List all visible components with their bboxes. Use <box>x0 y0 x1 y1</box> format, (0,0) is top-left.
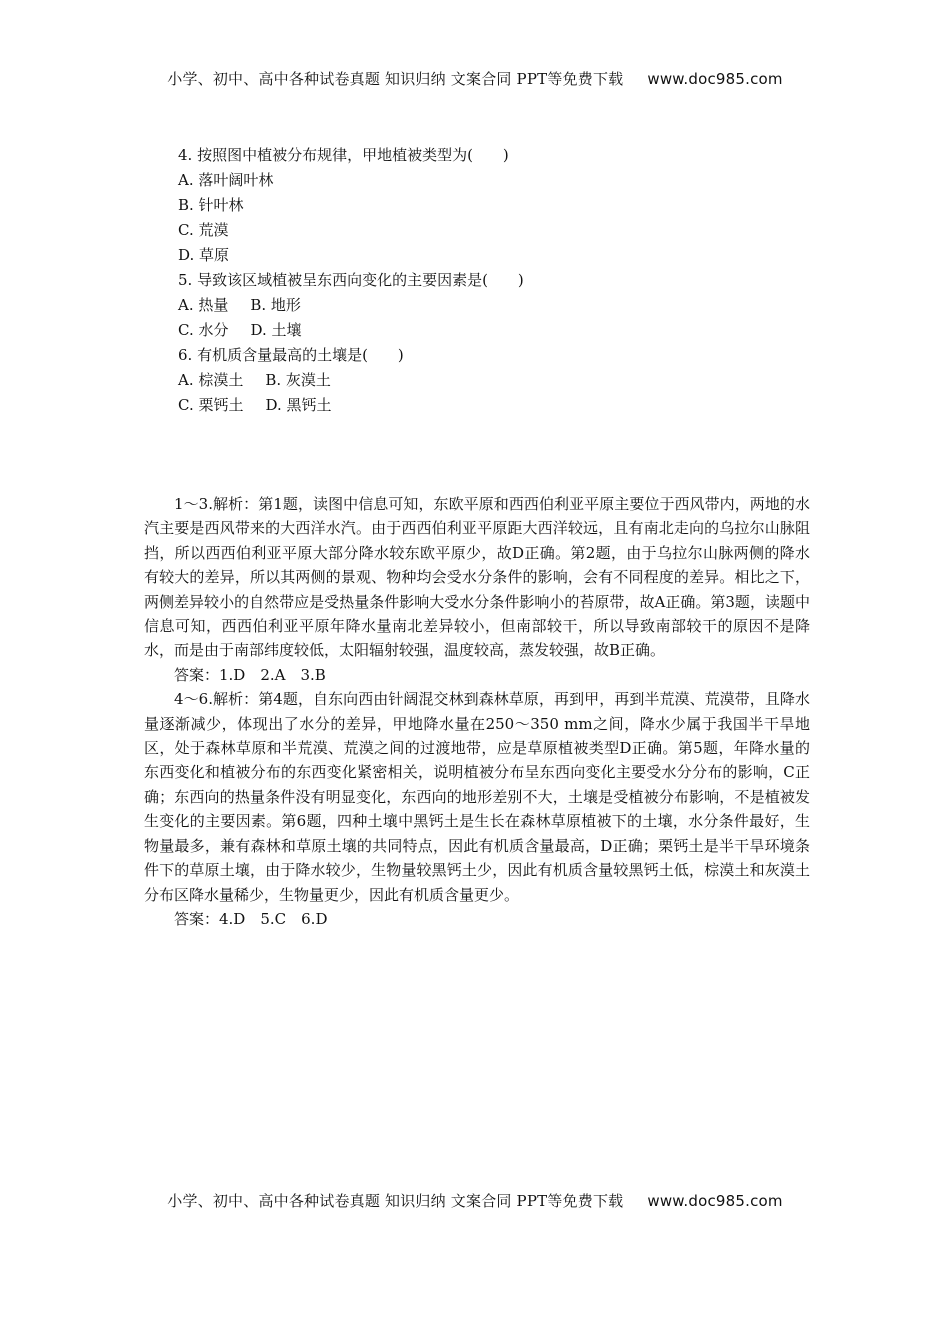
question-4-option-a: A. 落叶阔叶林 <box>178 171 274 189</box>
question-6-option-c: C. 栗钙土 <box>178 396 244 414</box>
question-5-stem: 5. 导致该区域植被呈东西向变化的主要因素是( ) <box>178 271 524 289</box>
question-6-options-row-2 <box>178 393 798 418</box>
question-6-option-b: B. 灰漠土 <box>265 371 331 389</box>
question-5-option-b: B. 地形 <box>250 296 301 314</box>
analysis-4-6-paragraph: 4～6.解析：第4题，自东向西由针阔混交林到森林草原，再到甲，再到半荒漠、荒漠带，且降水量逐渐减少，体现出了水分的差异，甲地降水量在250～350 mm之间，降水少属于我国半干旱地区，处于森林草原和半荒漠、荒漠之间的过渡地带，应是草原植被类型D正确。第5题，年降水量的东西变化和植被分布的东西变化紧密相关，说明植被分布呈东西向变化主要受水分分布的影响，C正确；东西向的热量条件没有明显变化，东西向的地形差别不大，土壤是受植被分布影响，不是植被发生变化的主要因素。第6题，四种土壤中黑钙土是生长在森林草原植被下的土壤，水分条件最好，生物量最多，兼有森林和草原土壤的共同特点，因此有机质含量最高，D正确；栗钙土是半干旱环境条件下的草原土壤，由于降水较少，生物量较黑钙土少，因此有机质含量较黑钙土低，棕漠土和灰漠土分布区降水量稀少，生物量更少，因此有机质含量更少。 <box>144 690 810 904</box>
question-5-option-a: A. 热量 <box>178 296 229 314</box>
question-6-options-row-1 <box>178 368 798 393</box>
question-5-options-row-2 <box>178 318 798 343</box>
question-5-option-d: D. 土壤 <box>250 321 302 339</box>
question-4-stem: 4. 按照图中植被分布规律，甲地植被类型为( ) <box>178 146 509 164</box>
question-4-option-d: D. 草原 <box>178 246 230 264</box>
question-5-option-c: C. 水分 <box>178 321 229 339</box>
footer-site-link[interactable]: www.doc985.com <box>647 1192 783 1210</box>
analysis-block <box>144 492 810 931</box>
header-site-link[interactable]: www.doc985.com <box>647 70 783 88</box>
question-4-option-b: B. 针叶林 <box>178 196 244 214</box>
answer-1-3: 答案：1.D 2.A 3.B <box>174 665 326 684</box>
page-header <box>0 68 950 89</box>
question-5-options-row-1 <box>178 293 798 318</box>
questions-block <box>178 143 798 418</box>
answer-4-6: 答案：4.D 5.C 6.D <box>174 909 328 928</box>
header-text: 小学、初中、高中各种试卷真题 知识归纳 文案合同 PPT等免费下载 <box>167 70 624 88</box>
question-6-option-a: A. 棕漠土 <box>178 371 244 389</box>
question-6-stem: 6. 有机质含量最高的土壤是( ) <box>178 346 404 364</box>
question-4-option-c: C. 荒漠 <box>178 221 229 239</box>
question-6-option-d: D. 黑钙土 <box>265 396 332 414</box>
analysis-1-3-paragraph: 1～3.解析：第1题，读图中信息可知，东欧平原和西西伯利亚平原主要位于西风带内，两地的水汽主要是西风带来的大西洋水汽。由于西西伯利亚平原距大西洋较远，且有南北走向的乌拉尔山脉阻挡，所以西西伯利亚平原大部分降水较东欧平原少，故D正确。第2题，由于乌拉尔山脉两侧的降水有较大的差异，所以其两侧的景观、物种均会受水分条件的影响，会有不同程度的差异。相比之下，两侧差异较小的自然带应是受热量条件影响大受水分条件影响小的苔原带，故A正确。第3题，读题中信息可知，西西伯利亚平原年降水量南北差异较小，但南部较干，所以导致南部较干的原因不是降水，而是由于南部纬度较低，太阳辐射较强，温度较高，蒸发较强，故B正确。 <box>144 495 810 660</box>
page-footer <box>0 1190 950 1211</box>
footer-text: 小学、初中、高中各种试卷真题 知识归纳 文案合同 PPT等免费下载 <box>167 1192 624 1210</box>
